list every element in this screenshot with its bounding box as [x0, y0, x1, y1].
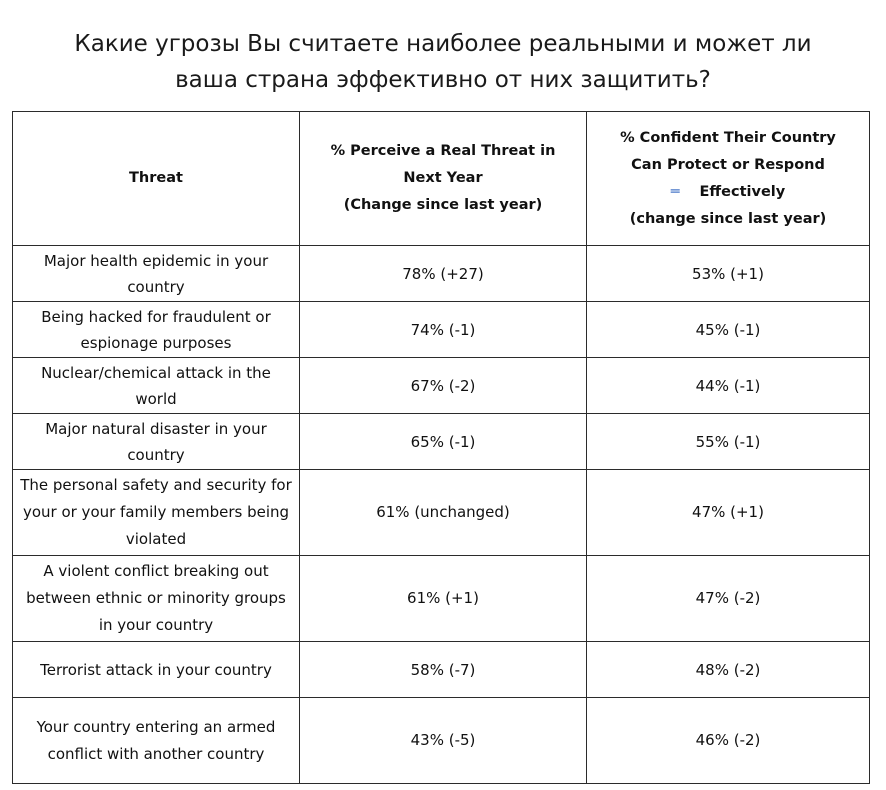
header-perceive [300, 112, 587, 246]
equals-mark-icon: ═ [670, 183, 680, 200]
confident-cell: 48% (-2) [587, 642, 870, 698]
table-row [13, 698, 870, 784]
header-threat-label: Threat [129, 170, 183, 186]
header-confident [587, 112, 870, 246]
header-confident-line-3: Effectively [699, 183, 786, 200]
title-line-2: ваша страна эффективно от них защитить? [175, 67, 711, 93]
header-perceive-line-3: (Change since last year) [343, 197, 543, 213]
confident-cell: 46% (-2) [587, 698, 870, 784]
threat-cell: Your country entering an armed conflict with another country [13, 698, 300, 784]
table-row [13, 246, 870, 302]
table-header-row [13, 112, 870, 246]
confident-cell: 45% (-1) [587, 302, 870, 358]
header-confident-line-3-wrap [593, 179, 863, 206]
perceive-cell: 58% (-7) [300, 642, 587, 698]
perceive-cell: 43% (-5) [300, 698, 587, 784]
threat-cell: Nuclear/chemical attack in the world [13, 358, 300, 414]
threat-cell: The personal safety and security for your or your family members being violated [13, 470, 300, 556]
header-threat [13, 112, 300, 246]
confident-cell: 47% (+1) [587, 470, 870, 556]
header-confident-line-4: (change since last year) [629, 210, 827, 227]
table-row [13, 642, 870, 698]
header-perceive-line-1: % Perceive a Real Threat in [330, 143, 556, 159]
header-confident-line-2: Can Protect or Respond [631, 156, 825, 173]
table-row [13, 556, 870, 642]
threat-cell: A violent conflict breaking out between ethnic or minority groups in your country [13, 556, 300, 642]
threat-cell: Major natural disaster in your country [13, 414, 300, 470]
perceive-cell: 67% (-2) [300, 358, 587, 414]
perceive-cell: 78% (+27) [300, 246, 587, 302]
header-confident-line-1: % Confident Their Country [620, 129, 836, 146]
perceive-cell: 74% (-1) [300, 302, 587, 358]
confident-cell: 53% (+1) [587, 246, 870, 302]
title-line-1: Какие угрозы Вы считаете наиболее реальными и может ли [74, 31, 812, 57]
table-row [13, 470, 870, 556]
confident-cell: 44% (-1) [587, 358, 870, 414]
threat-cell: Being hacked for fraudulent or espionage purposes [13, 302, 300, 358]
header-perceive-line-2: Next Year [403, 170, 483, 186]
threats-table [12, 111, 870, 784]
threat-cell: Major health epidemic in your country [13, 246, 300, 302]
confident-cell: 55% (-1) [587, 414, 870, 470]
table-row [13, 302, 870, 358]
table-row [13, 414, 870, 470]
page-title [0, 26, 886, 98]
threat-cell: Terrorist attack in your country [13, 642, 300, 698]
perceive-cell: 61% (unchanged) [300, 470, 587, 556]
confident-cell: 47% (-2) [587, 556, 870, 642]
perceive-cell: 61% (+1) [300, 556, 587, 642]
perceive-cell: 65% (-1) [300, 414, 587, 470]
table-row [13, 358, 870, 414]
